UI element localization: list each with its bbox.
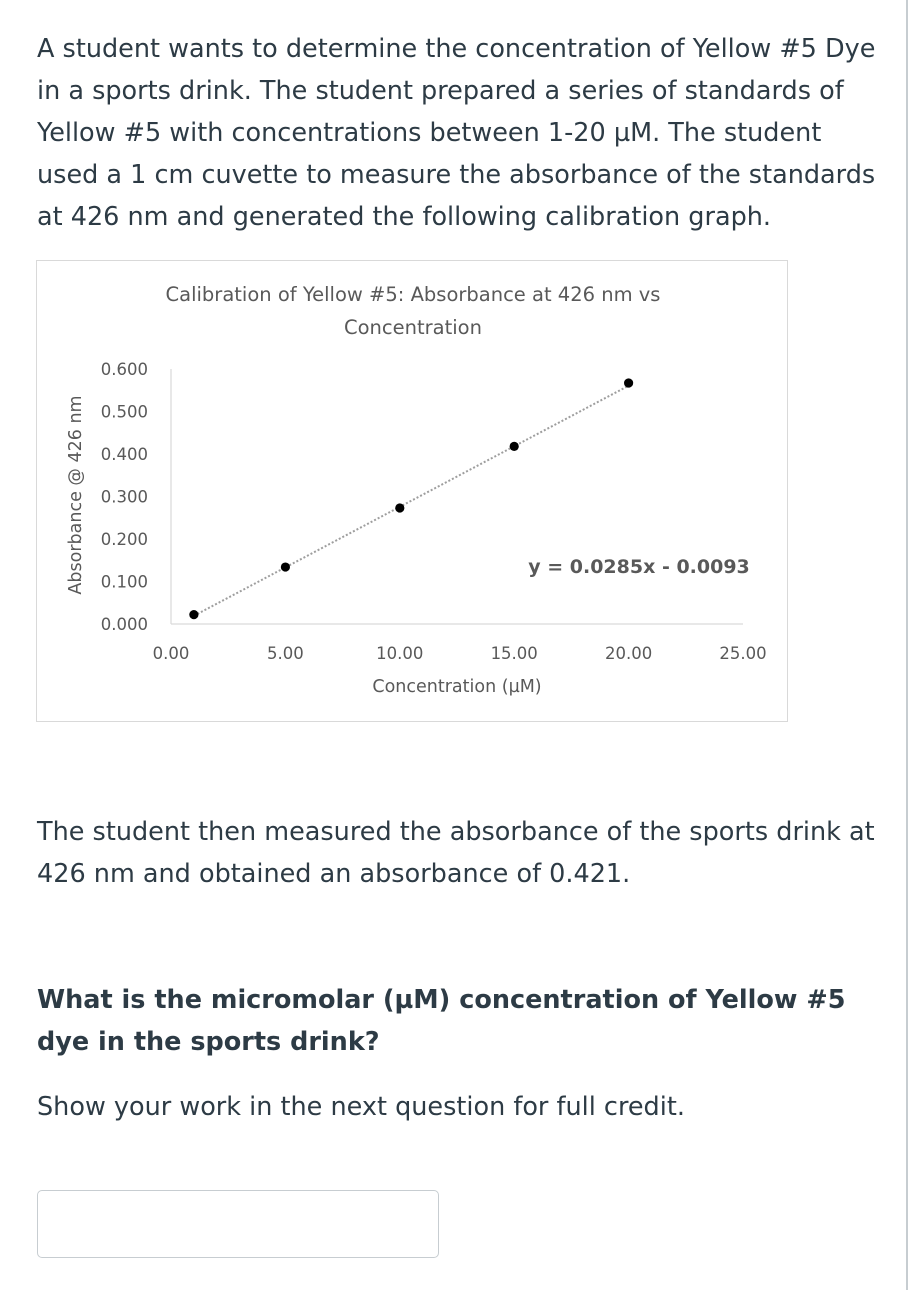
data-point bbox=[510, 442, 519, 451]
answer-input[interactable] bbox=[37, 1190, 439, 1258]
data-point bbox=[395, 503, 404, 512]
chart-title-line: Calibration of Yellow #5: Absorbance at 426 nm vs bbox=[165, 283, 661, 306]
y-tick-label: 0.000 bbox=[100, 615, 148, 634]
data-point bbox=[189, 610, 198, 619]
y-tick-label: 0.600 bbox=[100, 360, 148, 379]
x-tick-label: 0.00 bbox=[152, 644, 190, 663]
calibration-chart bbox=[36, 260, 788, 722]
y-tick-label: 0.300 bbox=[100, 487, 148, 507]
x-axis-title: Concentration (µM) bbox=[372, 677, 542, 697]
y-tick-label: 0.200 bbox=[100, 530, 148, 549]
question-intro: A student wants to determine the concentration of Yellow #5 Dye in a sports drink. The student prepared a series of standards of Yellow #5 with concentrations between 1-20 µM. The student used a 1 cm cuvette to measure the absorbance of the standards at 426 nm and generated the following calibration graph. bbox=[37, 34, 876, 232]
data-point bbox=[624, 378, 633, 387]
y-tick-label: 0.100 bbox=[100, 572, 148, 592]
y-axis-title: Absorbance @ 426 nm bbox=[66, 395, 86, 595]
x-tick-label: 20.00 bbox=[604, 644, 653, 663]
chart-title-line: Concentration bbox=[344, 316, 482, 339]
x-tick-label: 5.00 bbox=[267, 644, 304, 663]
measurement-text: The student then measured the absorbance of the sports drink at 426 nm and obtained an absorbance of 0.421. bbox=[37, 817, 875, 889]
y-tick-label: 0.500 bbox=[100, 402, 148, 422]
x-tick-label: 25.00 bbox=[719, 644, 767, 663]
page-right-border bbox=[906, 0, 908, 1290]
trendline bbox=[194, 386, 629, 616]
instruction-note: Show your work in the next question for full credit. bbox=[37, 1092, 685, 1122]
question-prompt: What is the micromolar (µM) concentration of Yellow #5 dye in the sports drink? bbox=[37, 985, 846, 1057]
y-tick-label: 0.400 bbox=[100, 445, 148, 464]
data-point bbox=[281, 562, 290, 571]
trendline-equation: y = 0.0285x - 0.0093 bbox=[528, 556, 750, 578]
chart-svg bbox=[37, 261, 787, 721]
x-tick-label: 10.00 bbox=[376, 644, 424, 663]
x-tick-label: 15.00 bbox=[490, 644, 538, 663]
